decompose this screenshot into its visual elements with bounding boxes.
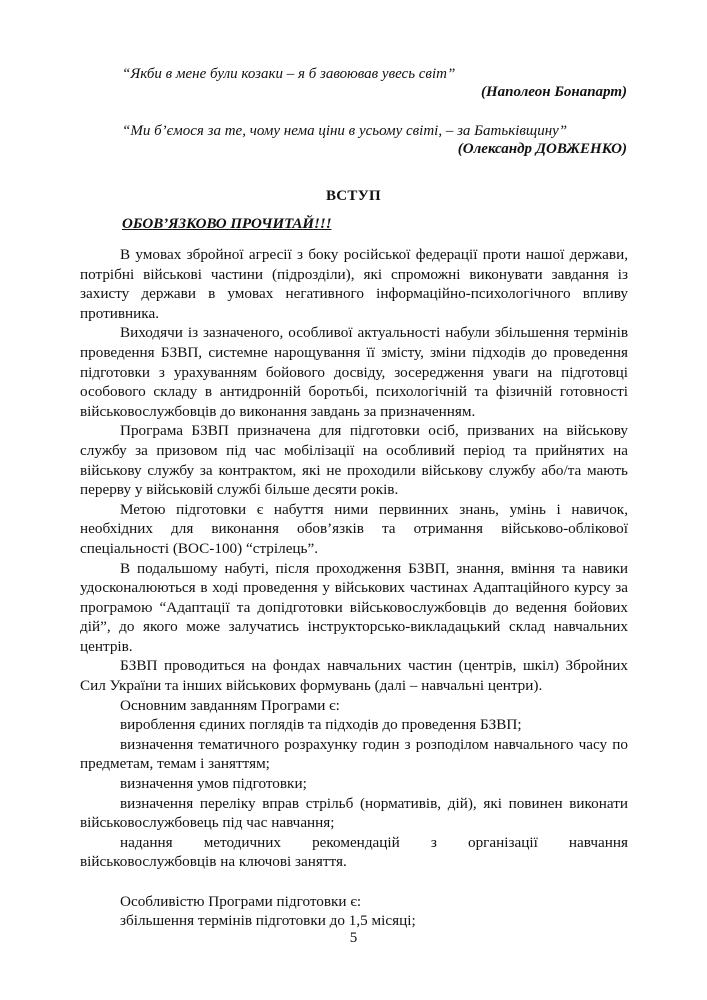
paragraph: В умовах збройної агресії з боку російської федерації проти нашої держави, потрібні військові частини (підрозділи), які спроможні виконувати завдання із захисту держави в умовах негативного інформаційно-психологічного впливу противника. [80,246,628,322]
paragraph: Метою підготовки є набуття ними первинних знань, умінь і навичок, необхідних для виконання обов’язків та отримання військово-облікової спеціальності (ВОС-100) “стрілець”. [80,500,628,557]
paragraph: Основним завданням Програми є: [120,696,340,714]
section-title: ВСТУП [325,188,382,204]
list-item: визначення умов підготовки; [120,775,307,793]
paragraph: Виходячи із зазначеного, особливої актуальності набули збільшення термінів проведення БЗВП, системне нарощування її змісту, зміни підходів до проведення підготовки з урахуванням бойового досвіду, зосередження уваги на підготовці особового складу в антидронній боротьбі, психологічній та фізичній готовності військовослужбовців до виконання завдань за призначенням. [80,324,628,420]
list-item: вироблення єдиних поглядів та підходів до проведення БЗВП; [120,716,522,734]
epigraph-quote-2: “Ми б’ємося за те, чому нема ціни в усьому світі, – за Батьківщину” [122,123,568,139]
list-item: збільшення термінів підготовки до 1,5 місяці; [120,912,416,930]
list-item: надання методичних рекомендацій з організації навчання військовослужбовців на ключові заняття. [80,833,628,871]
body-text [80,245,628,931]
must-read-heading: ОБОВ’ЯЗКОВО ПРОЧИТАЙ!!! [122,216,332,232]
epigraph-author-2: (Олександр ДОВЖЕНКО) [457,141,627,157]
paragraph: Особливістю Програми підготовки є: [120,892,362,910]
page-number: 5 [349,930,358,946]
epigraph-author-1: (Наполеон Бонапарт) [480,84,627,100]
paragraph: В подальшому набуті, після проходження БЗВП, знання, вміння та навики удосконалюються в ході проведення у військових частинах Адаптаційного курсу за програмою “Адаптації та допідготовки військовослужбовців до ведення бойових дій”, до якого може залучатись інструкторсько-викладацький склад навчальних центрів. [80,559,628,655]
paragraph: Програма БЗВП призначена для підготовки осіб, призваних на військову службу за призовом під час мобілізації на особливий період та прийнятих на військову службу за контрактом, які не проходили військову службу або/та мають перерву у військовій службі більше десяти років. [80,422,628,499]
epigraph-quote-1: “Якби в мене були козаки – я б завоював увесь світ” [122,66,456,82]
paragraph: БЗВП проводиться на фондах навчальних частин (центрів, шкіл) Збройних Сил України та інших військових формувань (далі – навчальні центри). [80,657,628,695]
list-item: визначення переліку вправ стрільб (нормативів, дій), які повинен виконати військовослужбовець під час навчання; [80,794,628,832]
list-item: визначення тематичного розрахунку годин з розподілом навчального часу по предметам, темам і заняттям; [80,735,628,773]
